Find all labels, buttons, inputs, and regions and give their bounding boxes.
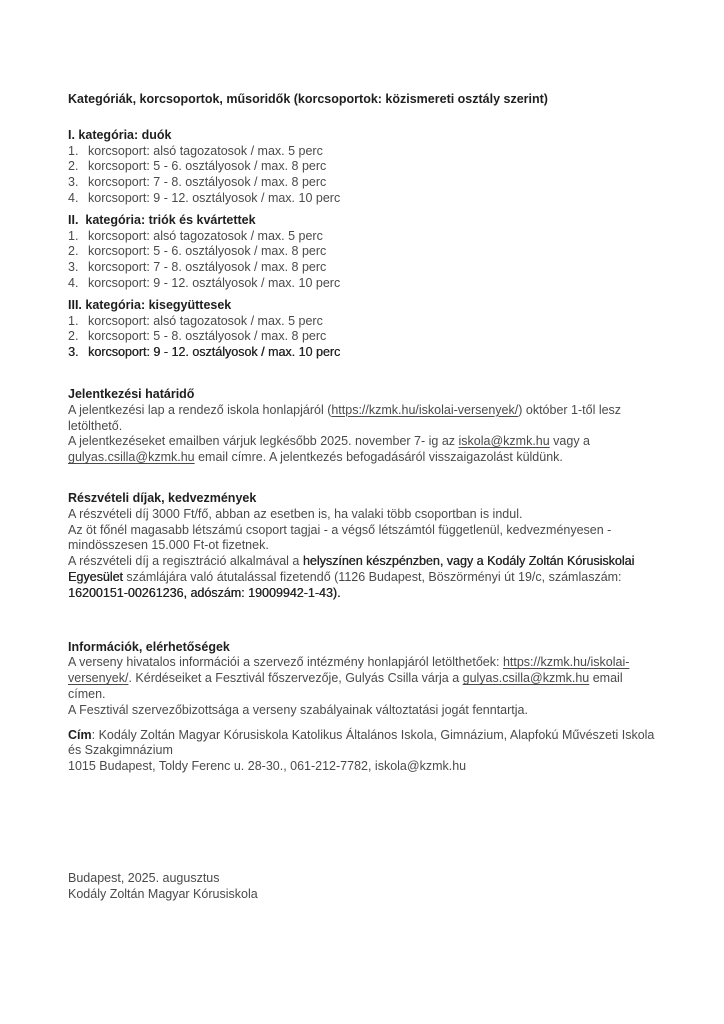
item-number: 4. (68, 190, 79, 205)
category-item (68, 159, 658, 175)
footer-date: Budapest, 2025. augusztus (68, 870, 220, 885)
section-cim (68, 728, 658, 775)
document-title: Kategóriák, korcsoportok, műsoridők (korcsoportok: közismereti osztály szerint) (68, 92, 548, 106)
text-run: : Kodály Zoltán Magyar Kórusiskola Katolikus Általános Iskola, Gimnázium, Alapfokú Művészeti Iskola és Szakgimnázium (68, 727, 655, 758)
text-run: ) október 1-től lesz letölthető. (68, 402, 622, 433)
hyperlink[interactable]: gulyas.csilla@kzmk.hu (462, 671, 590, 686)
category-heading: I. kategória: duók (68, 127, 172, 142)
section-reszveteli-dijak (68, 491, 658, 602)
emphasized-text: helyszínen készpénzben, vagy a Kodály Zoltán Kórusiskolai Egyesület (68, 554, 635, 584)
text-run: email címen. (68, 671, 623, 701)
category-block-1 (68, 128, 658, 207)
paragraph (68, 523, 658, 555)
item-number: 1. (68, 143, 79, 158)
text-run: 1015 Budapest, Toldy Ferenc u. 28-30., 061-212-7782, iskola@kzmk.hu (68, 759, 467, 774)
text-run: A Fesztivál szervezőbizottsága a verseny szabályainak változtatási jogát fenntartja. (68, 702, 528, 717)
hyperlink[interactable]: iskola@kzmk.hu (458, 434, 550, 449)
footer-organization: Kodály Zoltán Magyar Kórusiskola (68, 886, 258, 901)
item-text: korcsoport: 9 - 12. osztályosok / max. 10 perc (88, 275, 341, 290)
item-text: korcsoport: 5 - 8. osztályosok / max. 8 perc (88, 329, 327, 344)
category-item (68, 260, 658, 276)
category-item (68, 276, 658, 292)
section-jelentkezesi-hatarido (68, 387, 658, 466)
paragraph (68, 507, 658, 523)
category-item (68, 144, 658, 160)
paragraph (68, 703, 658, 719)
text-run: email címre. A jelentkezés befogadásáról visszaigazolást küldünk. (194, 450, 563, 465)
text-run: számlájára való átutalással fizetendő (1126 Budapest, Böszörményi út 19/c, számlaszám: (122, 569, 622, 584)
paragraph (68, 403, 658, 435)
item-number: 4. (68, 275, 79, 290)
emphasized-text: 16200151-00261236, adószám: 19009942-1-43). (68, 585, 341, 600)
paragraph (68, 434, 658, 466)
category-item (68, 229, 658, 245)
category-heading: III. kategória: kisegyüttesek (68, 297, 232, 312)
section-heading: Részvételi díjak, kedvezmények (68, 490, 257, 505)
category-item (68, 314, 658, 330)
item-number: 3. (68, 260, 79, 275)
item-text: korcsoport: 7 - 8. osztályosok / max. 8 perc (88, 260, 327, 275)
category-block-3 (68, 298, 658, 361)
paragraph (68, 655, 658, 702)
hyperlink[interactable]: gulyas.csilla@kzmk.hu (68, 450, 195, 465)
category-item (68, 175, 658, 191)
item-number: 1. (68, 313, 79, 328)
sections-list (68, 387, 658, 775)
paragraph (68, 554, 658, 601)
item-text: korcsoport: alsó tagozatosok / max. 5 perc (88, 143, 323, 158)
item-text: korcsoport: alsó tagozatosok / max. 5 perc (88, 228, 323, 243)
text-run: Az öt főnél magasabb létszámú csoport tagjai - a végső létszámtól függetlenül, kedvezményesen - mindösszesen 15.000 Ft-ot fizetnek. (68, 522, 612, 553)
item-text: korcsoport: 7 - 8. osztályosok / max. 8 perc (88, 175, 327, 190)
item-text: korcsoport: 5 - 6. osztályosok / max. 8 perc (88, 159, 327, 174)
category-item (68, 329, 658, 345)
text-run: A jelentkezéseket emailben várjuk legkésőbb 2025. november 7- ig az (68, 434, 459, 449)
paragraph (68, 759, 658, 775)
text-run: vagy a (549, 434, 591, 449)
item-text: korcsoport: 9 - 12. osztályosok / max. 10 perc (88, 345, 341, 360)
text-run: A részvételi díj a regisztráció alkalmával a (68, 554, 303, 569)
item-text: korcsoport: 5 - 6. osztályosok / max. 8 perc (88, 244, 327, 259)
category-heading: II. kategória: triók és kvártettek (68, 212, 256, 227)
bold-text: Cím (68, 727, 92, 742)
text-run: . Kérdéseiket a Fesztivál főszervezője, Gulyás Csilla várja a (128, 671, 463, 686)
item-number: 3. (68, 345, 79, 360)
text-run: A részvételi díj 3000 Ft/fő, abban az esetben is, ha valaki több csoportban is indul. (68, 506, 523, 521)
footer-block (68, 871, 658, 903)
item-number: 1. (68, 228, 79, 243)
section-heading: Jelentkezési határidő (68, 386, 195, 401)
text-run: A verseny hivatalos információi a szervező intézmény honlapjáról letölthetőek: (68, 655, 503, 670)
hyperlink[interactable]: https://kzmk.hu/iskolai-versenyek/ (331, 402, 519, 417)
text-run: A jelentkezési lap a rendező iskola honlapjáról ( (68, 402, 332, 417)
category-block-2 (68, 213, 658, 292)
section-heading: Információk, elérhetőségek (68, 639, 230, 654)
item-number: 3. (68, 175, 79, 190)
categories-list (68, 128, 658, 361)
item-text: korcsoport: alsó tagozatosok / max. 5 perc (88, 313, 323, 328)
item-number: 2. (68, 329, 79, 344)
category-item (68, 191, 658, 207)
category-item (68, 345, 658, 361)
item-text: korcsoport: 9 - 12. osztályosok / max. 10 perc (88, 190, 341, 205)
item-number: 2. (68, 244, 79, 259)
category-item (68, 244, 658, 260)
item-number: 2. (68, 159, 79, 174)
section-informaciok (68, 640, 658, 719)
paragraph (68, 728, 658, 760)
hyperlink[interactable]: https://kzmk.hu/iskolai-versenyek/ (68, 655, 630, 686)
